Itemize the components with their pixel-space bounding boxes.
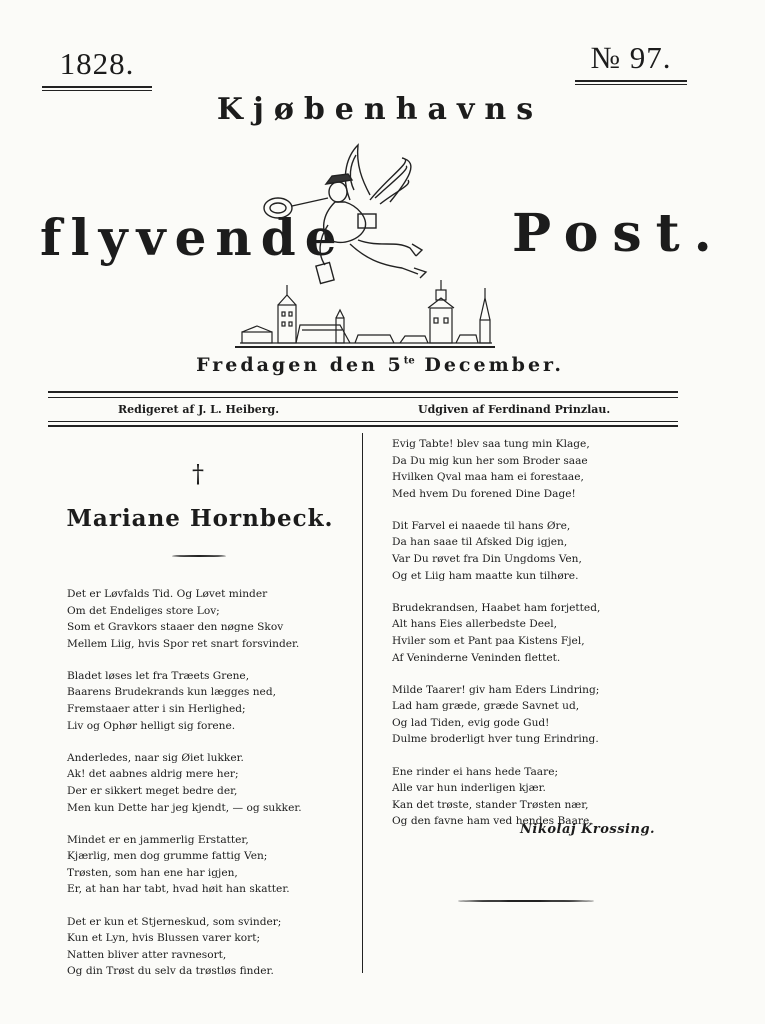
stanza bbox=[67, 914, 302, 980]
poem-line: Om det Endeliges store Lov; bbox=[67, 604, 220, 617]
poem-line: Dulme broderligt hver tung Erindring. bbox=[392, 733, 599, 746]
poem-line: Lad ham græde, græde Savnet ud, bbox=[392, 700, 580, 713]
poem-title: Mariane Hornbeck. bbox=[66, 505, 334, 532]
author-signature: Nikolaj Krossing. bbox=[520, 822, 656, 837]
stanza bbox=[67, 832, 302, 898]
poem-line: Da han saae til Afsked Dig igjen, bbox=[392, 536, 568, 549]
poem-line: Evig Tabte! blev saa tung min Klage, bbox=[392, 438, 590, 450]
title-word-right: Post. bbox=[512, 203, 726, 264]
poem-line: Ak! det aabnes aldrig mere her; bbox=[67, 768, 239, 781]
stanza bbox=[67, 586, 302, 652]
title-word-left: flyvende bbox=[40, 208, 346, 267]
date-month: December. bbox=[414, 354, 564, 376]
title-line-1: Kjøbenhavns bbox=[216, 92, 544, 127]
publisher-credit: Udgiven af Ferdinand Prinzlau. bbox=[418, 403, 611, 416]
stanza bbox=[392, 600, 600, 666]
poem-line: Kjærlig, men dog grumme fattig Ven; bbox=[67, 850, 268, 863]
poem-line: Baarens Brudekrands kun lægges ned, bbox=[67, 686, 276, 699]
year-label: 1828. bbox=[59, 46, 135, 81]
editor-credit: Redigeret af J. L. Heiberg. bbox=[118, 403, 280, 416]
poem-line: Og din Trøst du selv da trøstløs finder. bbox=[67, 965, 274, 978]
poem-line: Med hvem Du forened Dine Dage! bbox=[392, 487, 576, 500]
masthead-rule-top-2 bbox=[48, 397, 678, 398]
poem-line: Men kun Dette har jeg kjendt, — og sukker. bbox=[67, 801, 302, 814]
poem-line: Alt hans Eies allerbedste Deel, bbox=[392, 618, 557, 631]
stanza bbox=[67, 750, 302, 816]
poem-line: Milde Taarer! giv ham Eders Lindring; bbox=[392, 683, 600, 696]
issue-underline bbox=[575, 80, 687, 85]
poem-line: Og lad Tiden, evig gode Gud! bbox=[392, 716, 550, 729]
poem-line: Mindet er en jammerlig Erstatter, bbox=[67, 833, 249, 846]
column-divider bbox=[362, 433, 363, 973]
poem-line: Anderledes, naar sig Øiet lukker. bbox=[67, 751, 244, 764]
poem-line: Hviler som et Pant paa Kistens Fjel, bbox=[392, 634, 585, 647]
poem-line: Trøsten, som han ene har igjen, bbox=[67, 866, 238, 879]
poem-line: Som et Gravkors staaer den nøgne Skov bbox=[67, 621, 284, 634]
poem-line: Kun et Lyn, hvis Blussen varer kort; bbox=[67, 932, 261, 945]
poem-line: Er, at han har tabt, hvad høit han skatter. bbox=[67, 883, 290, 896]
title-flourish bbox=[172, 555, 226, 557]
poem-line: Og den favne ham ved hendes Baare. bbox=[392, 815, 593, 828]
date-line-text: Fredagen den 5 bbox=[196, 354, 404, 376]
poem-line: Hvilken Qval maa ham ei forestaae, bbox=[392, 471, 584, 484]
date-line bbox=[150, 354, 610, 376]
stanza bbox=[392, 436, 600, 502]
poem-line: Mellem Liig, hvis Spor ret snart forsvinder. bbox=[67, 637, 300, 650]
masthead-rule-top bbox=[48, 391, 678, 393]
poem-line: Fremstaaer atter i sin Herlighed; bbox=[67, 703, 246, 716]
poem-line: Det er kun et Stjerneskud, som svinder; bbox=[67, 915, 282, 928]
left-column-poem bbox=[67, 586, 302, 995]
issue-number: № 97. bbox=[590, 40, 672, 75]
poem-line: Natten bliver atter ravnesort, bbox=[67, 948, 227, 961]
stanza bbox=[392, 764, 600, 830]
flying-messenger-illustration bbox=[230, 140, 510, 355]
poem-line: Ene rinder ei hans hede Taare; bbox=[392, 765, 559, 778]
end-flourish bbox=[458, 900, 594, 902]
poem-line: Bladet løses let fra Træets Grene, bbox=[67, 669, 250, 682]
poem-line: Og et Liig ham maatte kun tilhøre. bbox=[392, 569, 579, 582]
poem-line: Alle var hun inderligen kjær. bbox=[392, 782, 546, 795]
poem-line: Af Veninderne Veninden flettet. bbox=[392, 651, 561, 664]
stanza bbox=[67, 668, 302, 734]
cross-icon: † bbox=[192, 460, 204, 488]
year-underline bbox=[42, 86, 152, 91]
stanza bbox=[392, 682, 600, 748]
poem-line: Dit Farvel ei naaede til hans Øre, bbox=[392, 519, 571, 532]
date-superscript: te bbox=[403, 355, 415, 367]
poem-line: Var Du røvet fra Din Ungdoms Ven, bbox=[392, 553, 582, 566]
masthead-rule-bottom-2 bbox=[48, 425, 678, 427]
stanza bbox=[392, 518, 600, 584]
poem-line: Brudekrandsen, Haabet ham forjetted, bbox=[392, 601, 601, 614]
poem-line: Kan det trøste, stander Trøsten nær, bbox=[392, 798, 589, 811]
poem-line: Det er Løvfalds Tid. Og Løvet minder bbox=[67, 588, 268, 600]
poem-line: Liv og Ophør helligt sig forene. bbox=[67, 719, 236, 732]
right-column-poem bbox=[392, 436, 600, 845]
poem-line: Da Du mig kun her som Broder saae bbox=[392, 454, 588, 467]
masthead-rule-bottom bbox=[48, 421, 678, 422]
poem-line: Der er sikkert meget bedre der, bbox=[67, 784, 238, 797]
